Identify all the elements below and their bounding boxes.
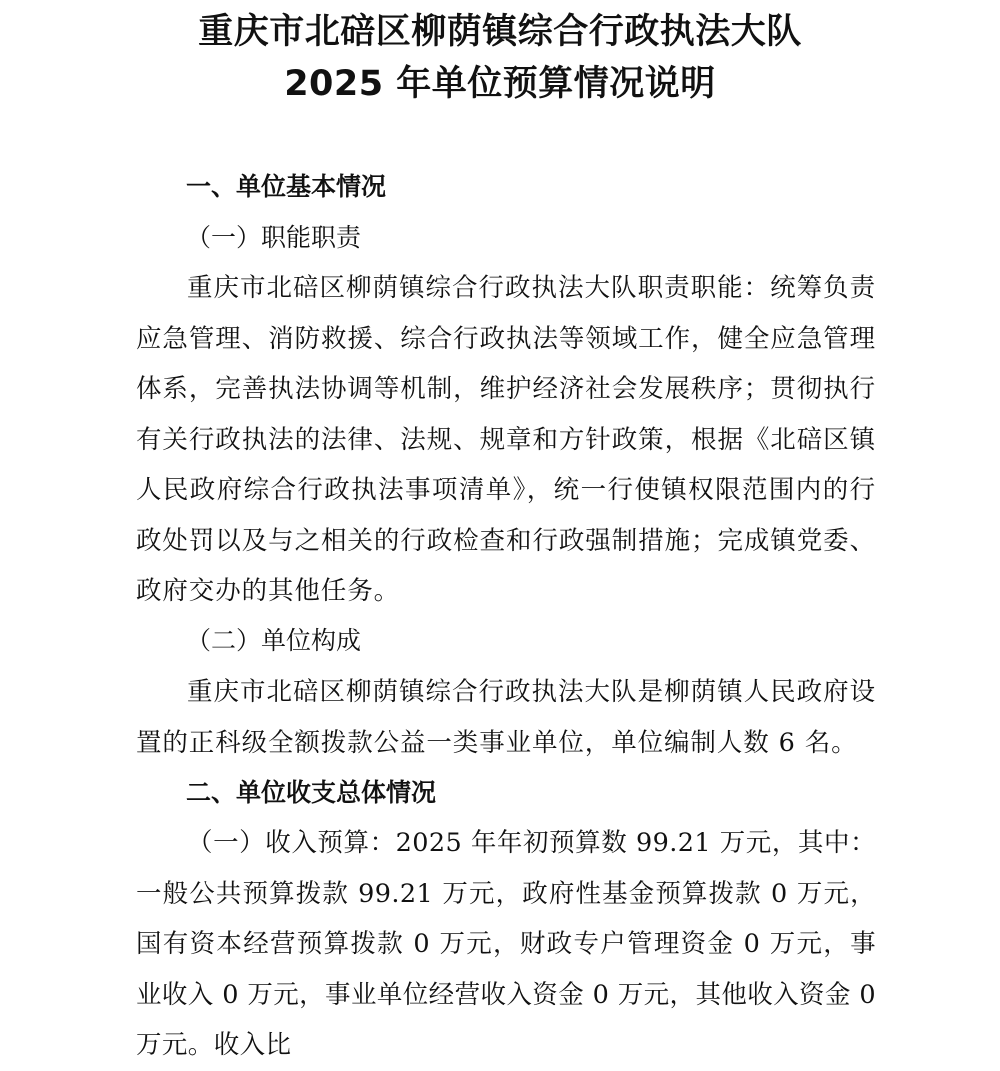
paragraph-income-budget: （一）收入预算：2025 年年初预算数 99.21 万元，其中：一般公共预算拨款 99.21 万元，政府性基金预算拨款 0 万元，国有资本经营预算拨款 0 万元，财政专户管理资金 0 万元，事业收入 0 万元，事业单位经营收入资金 0 万元，其他收入资金 0 万元。收入比 [136,828,876,1060]
subsection-heading-composition: （二）单位构成 [186,626,362,655]
section-heading-basic-info: 一、单位基本情况 [186,172,387,201]
document-title-line-1: 重庆市北碚区柳荫镇综合行政执法大队 [198,12,802,52]
section-heading-budget-overview: 二、单位收支总体情况 [186,778,437,807]
subsection-heading-duties: （一）职能职责 [186,223,362,252]
paragraph-duties: 重庆市北碚区柳荫镇综合行政执法大队职责职能：统筹负责应急管理、消防救援、综合行政执法等领域工作，健全应急管理体系，完善执法协调等机制，维护经济社会发展秩序；贯彻执行有关行政执法的法律、法规、规章和方针政策，根据《北碚区镇人民政府综合行政执法事项清单》，统一行使镇权限范围内的行政处罚以及与之相关的行政检查和行政强制措施；完成镇党委、政府交办的其他任务。 [136,273,876,606]
document-title-line-2: 2025 年单位预算情况说明 [284,64,716,104]
paragraph-composition: 重庆市北碚区柳荫镇综合行政执法大队是柳荫镇人民政府设置的正科级全额拨款公益一类事业单位，单位编制人数 6 名。 [136,677,876,758]
